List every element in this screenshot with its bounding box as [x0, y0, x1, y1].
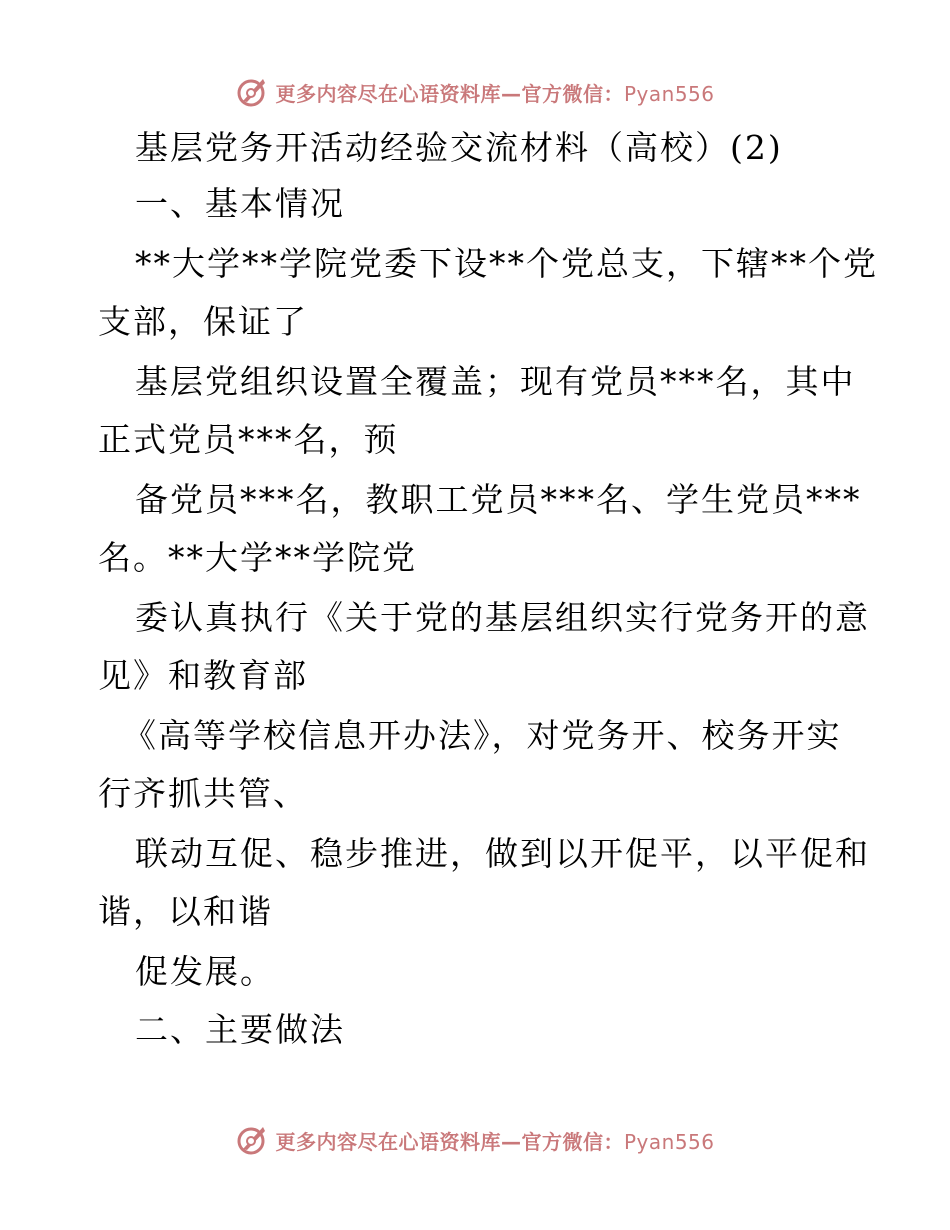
paragraph-line: 见》和教育部: [98, 656, 308, 695]
section-heading: 一、基本情况: [135, 184, 345, 223]
header-watermark: [0, 72, 950, 112]
watermark-text: [275, 1126, 714, 1155]
watermark-wechat-id: Pyan556: [623, 1129, 715, 1154]
watermark-label: 更多内容尽在心语资料库—官方微信：: [275, 81, 624, 106]
paragraph-line: 委认真执行《关于党的基层组织实行党务开的意: [135, 598, 870, 637]
paragraph-line: 备党员***名，教职工党员***名、学生党员***: [135, 480, 862, 519]
paragraph-line: 基层党组织设置全覆盖；现有党员***名，其中: [135, 362, 856, 401]
watermark-text: [275, 78, 714, 107]
paragraph-line: 联动互促、稳步推进，做到以开促平，以平促和: [135, 834, 870, 873]
paragraph-line: 正式党员***名，预: [98, 420, 399, 459]
paragraph-line: 名。**大学**学院党: [98, 538, 417, 577]
paragraph-line: **大学**学院党委下设**个党总支，下辖**个党: [135, 244, 878, 283]
paragraph-line: 《高等学校信息开办法》，对党务开、校务开实: [123, 716, 842, 755]
document-title: 基层党务开活动经验交流材料（高校）(2): [135, 128, 783, 167]
footer-watermark: [0, 1120, 950, 1160]
paragraph-line: 行齐抓共管、: [98, 774, 308, 813]
paragraph-line: 促发展。: [135, 952, 275, 991]
quill-logo-icon: [235, 1123, 269, 1157]
paragraph-line: 支部，保证了: [98, 302, 308, 341]
watermark-label: 更多内容尽在心语资料库—官方微信：: [275, 1129, 624, 1154]
watermark-wechat-id: Pyan556: [623, 81, 715, 106]
paragraph-line: 谐，以和谐: [98, 892, 273, 931]
quill-logo-icon: [235, 75, 269, 109]
section-heading: 二、主要做法: [135, 1010, 345, 1049]
